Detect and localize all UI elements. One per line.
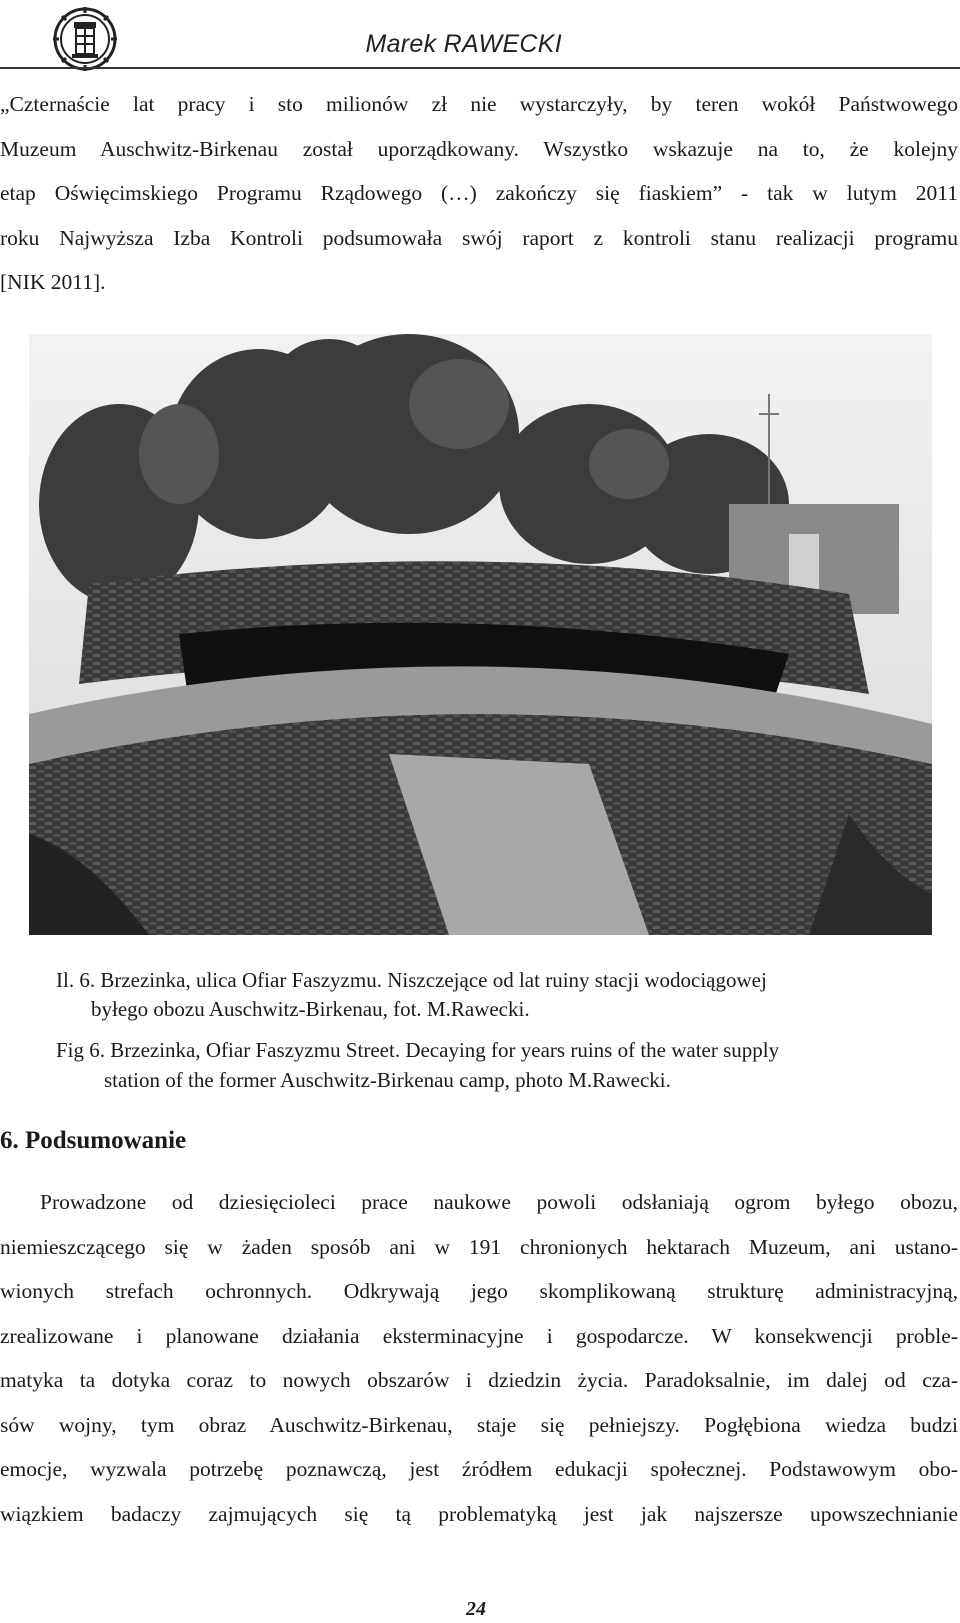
section-heading: 6. Podsumowanie	[0, 1127, 187, 1154]
text-line: [NIK 2011].	[0, 270, 106, 294]
quote-paragraph	[0, 82, 958, 305]
header-rule	[0, 67, 960, 69]
text-line: Prowadzone od dziesięcioleci prace naukowe powoli odsłaniają ogrom byłego obozu,	[40, 1190, 958, 1214]
running-header-author: Marek RAWECKI	[365, 30, 562, 58]
text-line: matyka ta dotyka coraz to nowych obszarów i dziedzin życia. Paradoksalnie, im dalej od cza-	[0, 1368, 958, 1392]
figure-caption-en: Fig 6. Brzezinka, Ofiar Faszyzmu Street. Decaying for years ruins of the water supply	[56, 1038, 780, 1062]
text-line: „Czternaście lat pracy i sto milionów zł nie wystarczyły, by teren wokół Państwowego	[0, 92, 958, 116]
text-line: etap Oświęcimskiego Programu Rządowego (…) zakończy się fiaskiem” - tak w lutym 2011	[0, 181, 958, 205]
summary-paragraph	[0, 1180, 958, 1536]
ruins-photograph	[29, 334, 932, 935]
university-emblem-icon	[52, 6, 118, 72]
text-line: roku Najwyższa Izba Kontroli podsumowała swój raport z kontroli stanu realizacji programu	[0, 225, 958, 250]
figure-caption-en-continuation: station of the former Auschwitz-Birkenau camp, photo M.Rawecki.	[104, 1068, 671, 1092]
figure-caption-pl-continuation: byłego obozu Auschwitz-Birkenau, fot. M.Rawecki.	[91, 997, 530, 1021]
text-line: sów wojny, tym obraz Auschwitz-Birkenau, staje się pełniejszy. Pogłębiona wiedza budzi	[0, 1412, 958, 1437]
text-line: niemieszczącego się w żaden sposób ani w 191 chronionych hektarach Muzeum, ani ustano-	[0, 1234, 958, 1259]
figure-caption-pl: Il. 6. Brzezinka, ulica Ofiar Faszyzmu. Niszczejące od lat ruiny stacji wodociągowej	[56, 968, 767, 992]
text-line: wiązkiem badaczy zajmujących się tą problematyką jest jak najszersze upowszechnianie	[0, 1501, 958, 1526]
text-line: wionych strefach ochronnych. Odkrywają jego skomplikowaną strukturę administracyjną,	[0, 1279, 958, 1303]
text-line: zrealizowane i planowane działania eksterminacyjne i gospodarcze. W konsekwencji proble-	[0, 1323, 958, 1348]
text-line: emocje, wyzwala potrzebę poznawczą, jest źródłem edukacji społecznej. Podstawowym obo-	[0, 1457, 958, 1481]
page-number: 24	[466, 1598, 486, 1620]
text-line: Muzeum Auschwitz-Birkenau został uporządkowany. Wszystko wskazuje na to, że kolejny	[0, 136, 958, 161]
